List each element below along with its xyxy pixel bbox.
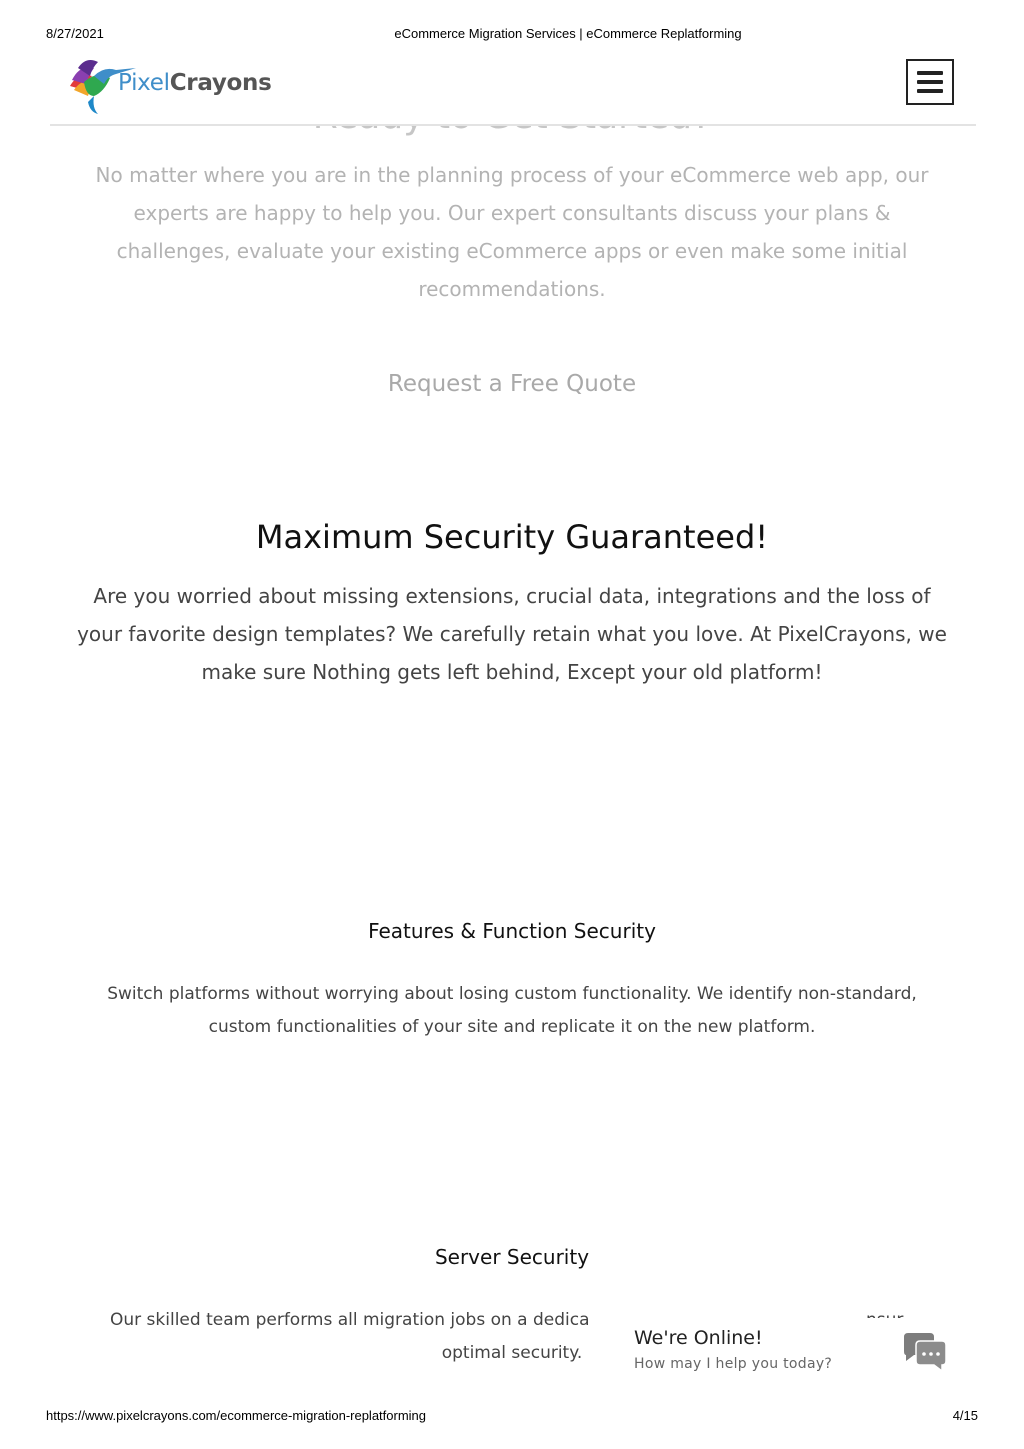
hamburger-menu-icon: [917, 71, 943, 75]
hamburger-menu-icon: [917, 80, 943, 84]
server-security-title: Server Security: [434, 1245, 590, 1269]
hamburger-menu-button[interactable]: [906, 59, 954, 105]
security-heading: Maximum Security Guaranteed!: [255, 518, 769, 556]
request-quote-link[interactable]: Request a Free Quote: [387, 371, 637, 397]
print-title: eCommerce Migration Services | eCommerce Replatforming: [394, 26, 742, 41]
chat-bubbles-icon[interactable]: [902, 1333, 948, 1373]
chat-title: We're Online!: [634, 1327, 763, 1349]
logo-wordmark: [118, 70, 272, 96]
logo-text-crayons: Crayons: [169, 70, 272, 96]
server-text-line1: Our skilled team performs all migration jobs on a dedica: [110, 1310, 590, 1330]
print-url: https://www.pixelcrayons.com/ecommerce-migration-replatforming: [46, 1408, 427, 1423]
hamburger-menu-icon: [917, 89, 943, 93]
print-date: 8/27/2021: [46, 26, 104, 41]
chat-subtitle: How may I help you today?: [634, 1356, 833, 1372]
feature-text: Switch platforms without worrying about losing custom functionality. We identify non-standard, custom functionalities of your site and replicate it on the new platform.: [107, 984, 917, 1037]
security-paragraph: Are you worried about missing extensions, crucial data, integrations and the loss of your favorite design templates? We carefully retain what you love. At PixelCrayons, we make sure Nothing gets left behind, Except your old platform!: [77, 584, 947, 684]
feature-title: Features & Function Security: [368, 919, 656, 943]
ready-paragraph: No matter where you are in the planning process of your eCommerce web app, our experts are happy to help you. Our expert consultants discuss your plans & challenges, evaluate your existing eCommerce apps or even make some initial recommendations.: [95, 163, 929, 301]
server-text-line2: optimal security.: [441, 1343, 583, 1363]
print-page-number: 4/15: [952, 1408, 978, 1423]
logo-text-pixel: Pixel: [118, 70, 170, 96]
